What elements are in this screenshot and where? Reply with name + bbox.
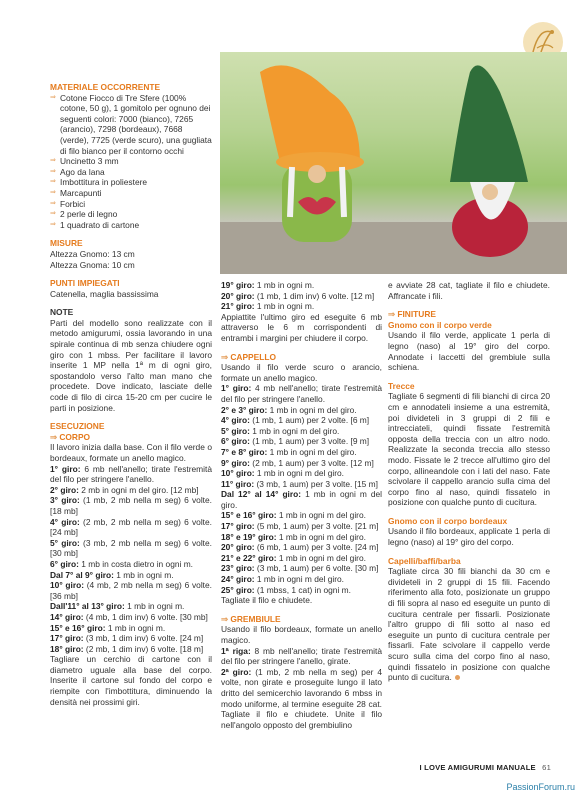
bordeaux-gnome-heading: Gnomo con il corpo bordeaux bbox=[388, 515, 508, 526]
round-line bbox=[50, 644, 212, 655]
round-text: 1 mb in ogni m del giro. bbox=[254, 468, 344, 479]
round-label: 7° e 8° giro: bbox=[221, 446, 268, 457]
round-label: Dal 7° al 9° giro: bbox=[50, 569, 114, 580]
stitches-heading: PUNTI IMPIEGATI bbox=[50, 278, 120, 289]
round-label: 18° e 19° giro: bbox=[221, 531, 277, 542]
round-text: (1 mb, 2 mb nella m seg) 6 volte. [18 mb] bbox=[50, 495, 212, 516]
green-gnome-text: Usando il filo verde, applicate 1 perla di legno (naso) al 19° giro del corpo. Annodate i laccetti del grembiule sulla schiena. bbox=[388, 330, 550, 373]
round-label: 6° giro: bbox=[50, 558, 79, 569]
round-text: (1 mb, 1 aum) per 2 volte. [6 m] bbox=[249, 415, 370, 426]
round-text: (3 mb, 1 aum) per 6 volte. [30 m] bbox=[254, 563, 379, 574]
round-text: (3 mb, 1 aum) per 3 volte. [15 m] bbox=[254, 478, 378, 489]
hair-text bbox=[388, 566, 550, 683]
material-item: ⇒ Marcapunti bbox=[50, 188, 212, 199]
round-text: 2 mb in ogni m del giro. [12 mb] bbox=[78, 484, 199, 495]
material-item: ⇒ 1 quadrato di cartone bbox=[50, 220, 212, 231]
round-text: 1 mb in ogni m del giro. bbox=[267, 446, 357, 457]
round-line bbox=[50, 633, 212, 644]
round-line bbox=[50, 612, 212, 623]
note-heading: NOTE bbox=[50, 307, 74, 318]
end-mark-icon bbox=[455, 675, 460, 680]
body-rounds-list bbox=[50, 464, 212, 655]
finish-heading: ⇒ FINITURE bbox=[388, 309, 550, 320]
round-label: Dall'11° al 13° giro: bbox=[50, 601, 125, 612]
round-label: 15° e 16° giro: bbox=[221, 510, 277, 521]
round-label: 21° e 22° giro: bbox=[221, 552, 277, 563]
round-text: (2 mb, 1 dim inv) 6 volte. [18 m] bbox=[83, 643, 204, 654]
round-line bbox=[50, 559, 212, 570]
round-line bbox=[221, 553, 382, 564]
round-text: 1 mb in ogni m del giro. bbox=[276, 552, 366, 563]
round-label: 11° giro: bbox=[221, 478, 255, 489]
round-text: 4 mb nell'anello; tirate l'estremità del filo per stringere l'anello. bbox=[221, 383, 382, 404]
material-item: ⇒ Imbottitura in poliestere bbox=[50, 177, 212, 188]
round-text: 1 mb in ogni m del giro. bbox=[221, 489, 383, 510]
round-text: 1 mb in ogni m. bbox=[105, 622, 166, 633]
round-label: 23° giro: bbox=[221, 563, 255, 574]
round-text: 1 mb in ogni m del giro. bbox=[254, 574, 344, 585]
body-end-2: Appiattite l'ultimo giro ed eseguite 6 mb attraverso le 6 m corrispondenti di entrambi i margini per chiudere il corpo. bbox=[221, 311, 382, 343]
round-line bbox=[221, 291, 382, 302]
page-number: 61 bbox=[542, 763, 551, 772]
round-line bbox=[50, 464, 212, 485]
round-label: 6° giro: bbox=[221, 436, 250, 447]
hat-end: Tagliate il filo e chiudete. bbox=[221, 595, 313, 606]
material-item: ⇒ 2 perle di legno bbox=[50, 209, 212, 220]
round-label: 1° giro: bbox=[50, 463, 81, 474]
braids-text: Tagliate 6 segmenti di fili bianchi di circa 20 cm e annodateli insieme a una estremità, poi divideteli in 3 gruppi di 2 fili e intrecciateli, quindi fissate l'estremità opposta della treccia con un altro nodo. Realizzate la seconda treccia allo stesso modo. Fissate le 2 trecce all'ultimo giro del corpo, allineandole con i lati del naso. Fate scivolare il cappello arancio sulla cima del corpo fino al naso, quindi fissatelo in posizione con qualche punto di cucitura. bbox=[388, 391, 550, 508]
magazine-name: I LOVE AMIGURUMI MANUALE bbox=[419, 763, 536, 772]
round-text: 1 mb in ogni m del giro. bbox=[267, 404, 357, 415]
round-text: (3 mb, 2 mb nella m seg) 6 volte. [30 mb] bbox=[50, 537, 212, 559]
execution-heading: ESECUZIONE bbox=[50, 421, 105, 432]
column-1 bbox=[50, 82, 212, 707]
round-line bbox=[50, 623, 212, 634]
round-line bbox=[221, 458, 382, 469]
hat-heading: ⇒ CAPPELLO bbox=[221, 352, 382, 363]
round-label: 1° giro: bbox=[221, 383, 252, 394]
round-label: 1ª riga: bbox=[221, 645, 251, 656]
materials-heading: MATERIALE OCCORRENTE bbox=[50, 82, 161, 92]
round-text: (1 mb, 2 mb nella m seg) per 4 volte, non girate e proseguite lungo il lato dritto del semicerchio lavorando 6 mbss in modo uniforme, al termine eseguite 28 cat. Tagliate il filo e chiudete. Unite il filo nell'angolo opposto del grembiulino bbox=[221, 666, 382, 730]
round-label: 17° giro: bbox=[50, 633, 84, 644]
round-line bbox=[221, 383, 382, 404]
round-label: 2° giro: bbox=[50, 484, 79, 495]
round-label: 9° giro: bbox=[221, 457, 250, 468]
materials-intro: ⇒ Cotone Fiocco di Tre Sfere (100% cotone, 50 g), 1 gomitolo per ognuno dei seguenti colori: 7000 (bianco), 7265 (arancio), 7298 (bordeaux), 7668 (verde), 7725 (verde scuro), una gugliata di filo bianco per il contorno occhi bbox=[50, 93, 212, 157]
hair-heading: Capelli/baffi/barba bbox=[388, 555, 461, 566]
round-label: 3° giro: bbox=[50, 495, 80, 506]
round-label: 2° e 3° giro: bbox=[221, 404, 268, 415]
round-text: 8 mb nell'anello; tirate l'estremità del filo per stringere l'anello, girate. bbox=[221, 645, 382, 667]
round-text: 1 mb in ogni m del giro. bbox=[276, 531, 366, 542]
material-item: ⇒ Forbici bbox=[50, 199, 212, 210]
round-line bbox=[50, 601, 212, 612]
round-line bbox=[50, 485, 212, 496]
round-text: 1 mb in ogni m. bbox=[113, 569, 174, 580]
stitches-text: Catenella, maglia bassissima bbox=[50, 288, 159, 299]
round-line bbox=[221, 574, 382, 585]
round-text: 1 mb in costa dietro in ogni m. bbox=[78, 558, 194, 569]
round-text: 6 mb nell'anello; tirate l'estremità del filo per stringere l'anello. bbox=[50, 463, 212, 485]
round-label: 4° giro: bbox=[50, 516, 80, 527]
round-label: 25° giro: bbox=[221, 584, 255, 595]
round-line bbox=[221, 521, 382, 532]
braids-heading: Trecce bbox=[388, 380, 415, 391]
round-label: 14° giro: bbox=[50, 611, 84, 622]
round-line bbox=[221, 436, 382, 447]
bordeaux-gnome-text: Usando il filo bordeaux, applicate 1 perla di legno (naso) al 19° giro del corpo. bbox=[388, 526, 550, 548]
round-label: 10° giro: bbox=[221, 468, 255, 479]
round-label: 24° giro: bbox=[221, 574, 255, 585]
round-text: 1 mb in ogni m. bbox=[124, 601, 185, 612]
round-label: 10° giro: bbox=[50, 580, 85, 591]
round-text: (1 mbss, 1 cat) in ogni m. bbox=[254, 584, 351, 595]
round-label: 20° giro: bbox=[221, 290, 255, 301]
note-text: Parti del modello sono realizzate con il metodo amigurumi, ossia lavorando in una spirale continua di mb senza chiudere ogni giro con 1 mbss. Per facilitare il lavoro inserite 1 MP nella 1ª m di ogni giro, spostandolo verso l'alto man mano che procedete. Dove indicato, lasciate delle code di filo di circa 15-20 cm per cucire le parti in posizione. bbox=[50, 317, 212, 413]
orange-gnome-figure bbox=[260, 65, 364, 242]
hair-text-content: Tagliate circa 30 fili bianchi da 30 cm e divideteli in 2 gruppi di 15 fili. Facendo riferimento alla foto, posizionate un gruppo di fili sopra al naso ed eseguite un punto di cucitura centrale per fissarli. Posizionate l'altro gruppo di fili sotto al naso ed eseguite un punto di cucitura centrale per fissarli. Fate scivolare il cappello verde scuro sulla cima del corpo fino al naso, quindi fissatelo in posizione con qualche punto di cucitura. bbox=[388, 566, 550, 683]
hat-rounds-list bbox=[221, 383, 382, 595]
column-3 bbox=[388, 280, 550, 683]
round-line bbox=[221, 479, 382, 490]
round-line bbox=[50, 517, 212, 538]
body-rounds-list-cont bbox=[221, 280, 382, 312]
round-line bbox=[221, 510, 382, 521]
round-line bbox=[221, 405, 382, 416]
round-label: Dal 12° al 14° giro: bbox=[221, 489, 302, 500]
round-text: (4 mb, 1 dim inv) 6 volte. [30 mb] bbox=[83, 611, 208, 622]
apron-end: e avviate 28 cat, tagliate il filo e chiudete. Affrancate i fili. bbox=[388, 280, 550, 301]
material-item: ⇒ Ago da lana bbox=[50, 167, 212, 178]
round-text: (2 mb, 2 mb nella m seg) 6 volte. [24 mb] bbox=[50, 516, 212, 538]
green-gnome-figure bbox=[450, 65, 528, 257]
green-gnome-heading: Gnomo con il corpo verde bbox=[388, 319, 492, 330]
round-line bbox=[221, 667, 382, 731]
round-line bbox=[50, 495, 212, 516]
round-label: 2ª giro: bbox=[221, 666, 252, 677]
round-label: 4° giro: bbox=[221, 415, 250, 426]
round-text: (4 mb, 2 mb nella m seg) 6 volte. [36 mb] bbox=[50, 580, 212, 601]
round-text: 1 mb in ogni m del giro. bbox=[276, 510, 366, 521]
round-line bbox=[221, 646, 382, 667]
measure-item: Altezza Gnomo: 13 cm bbox=[50, 248, 135, 259]
round-line bbox=[221, 468, 382, 479]
body-intro: Il lavoro inizia dalla base. Con il filo verde o bordeaux, formate un anello magico. bbox=[50, 442, 212, 463]
round-line bbox=[50, 570, 212, 581]
round-line bbox=[221, 301, 382, 312]
gnomes-photo bbox=[220, 52, 567, 274]
round-line bbox=[221, 280, 382, 291]
apron-heading: ⇒ GREMBIULE bbox=[221, 614, 382, 625]
round-text: 1 mb in ogni m. bbox=[254, 301, 315, 312]
round-text: 1 mb in ogni m. bbox=[254, 280, 315, 290]
round-label: 5° giro: bbox=[50, 537, 80, 548]
apron-rounds-list bbox=[221, 646, 382, 731]
round-line bbox=[221, 447, 382, 458]
round-line bbox=[221, 426, 382, 437]
round-label: 21° giro: bbox=[221, 301, 255, 312]
round-line bbox=[221, 542, 382, 553]
page-footer bbox=[420, 763, 551, 772]
round-text: (1 mb, 1 aum) per 3 volte. [9 m] bbox=[249, 436, 370, 447]
round-line bbox=[221, 563, 382, 574]
material-item: ⇒ Uncinetto 3 mm bbox=[50, 156, 212, 167]
measures-heading: MISURE bbox=[50, 238, 83, 249]
round-line bbox=[221, 489, 382, 510]
round-label: 19° giro: bbox=[221, 280, 255, 290]
round-label: 15° e 16° giro: bbox=[50, 622, 106, 633]
round-text: (1 mb, 1 dim inv) 6 volte. [12 m] bbox=[254, 290, 375, 301]
round-line bbox=[221, 415, 382, 426]
round-label: 5° giro: bbox=[221, 425, 250, 436]
round-text: (3 mb, 1 dim inv) 6 volte. [24 m] bbox=[83, 633, 204, 644]
round-text: (5 mb, 1 aum) per 3 volte. [21 m] bbox=[254, 521, 379, 532]
round-label: 20° giro: bbox=[221, 542, 255, 553]
round-line bbox=[50, 538, 212, 559]
round-text: (2 mb, 1 aum) per 3 volte. [12 m] bbox=[249, 457, 374, 468]
watermark: PassionForum.ru bbox=[506, 782, 575, 792]
body-end: Tagliare un cerchio di cartone con il diametro uguale alla base del corpo. Inserite il cartone sul fondo del corpo e riempite con l'imbottitura, diminuendo la densità nei prossimi giri. bbox=[50, 654, 212, 707]
round-line bbox=[50, 580, 212, 601]
column-2 bbox=[221, 280, 382, 730]
body-heading: ⇒ CORPO bbox=[50, 432, 212, 443]
round-label: 18° giro: bbox=[50, 643, 84, 654]
round-text: (6 mb, 1 aum) per 3 volte. [24 m] bbox=[254, 542, 379, 553]
round-text: 1 mb in ogni m del giro. bbox=[249, 425, 340, 436]
round-line bbox=[221, 585, 382, 596]
apron-intro: Usando il filo bordeaux, formate un anello magico. bbox=[221, 624, 382, 645]
hat-intro: Usando il filo verde scuro o arancio, formate un anello magico. bbox=[221, 362, 382, 383]
round-line bbox=[221, 532, 382, 543]
measure-item: Altezza Gnoma: 10 cm bbox=[50, 259, 135, 270]
round-label: 17° giro: bbox=[221, 521, 255, 532]
